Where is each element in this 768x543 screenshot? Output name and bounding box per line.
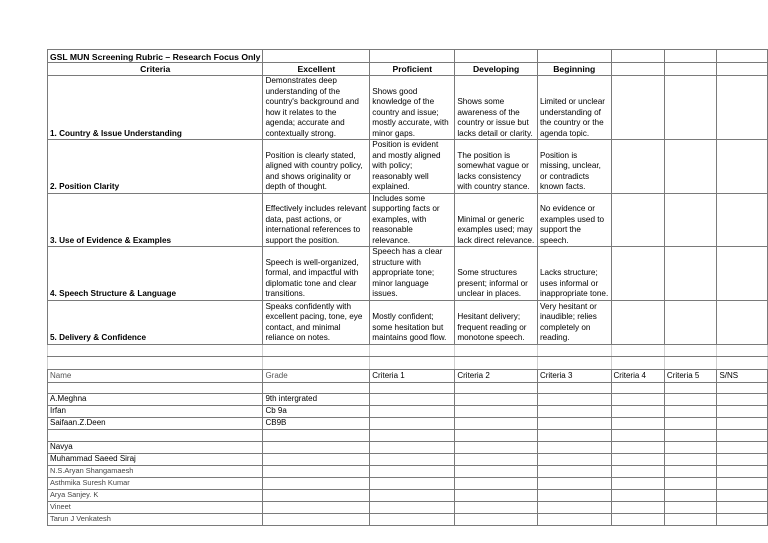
roster-header-row <box>48 369 768 382</box>
score-cell[interactable] <box>537 513 611 525</box>
student-name[interactable]: Muhammad Saeed Siraj <box>48 453 263 465</box>
empty-cell <box>717 76 768 140</box>
student-row <box>48 393 768 405</box>
score-cell[interactable] <box>664 393 717 405</box>
empty-cell <box>717 344 768 356</box>
criteria-label: 1. Country & Issue Understanding <box>48 76 263 140</box>
score-cell[interactable] <box>717 465 768 477</box>
empty-cell <box>537 344 611 356</box>
score-cell[interactable] <box>455 417 538 429</box>
excellent-descriptor: Position is clearly stated, aligned with country policy, and shows originality or depth of thought. <box>263 140 370 194</box>
header-beginning: Beginning <box>537 63 611 76</box>
score-cell[interactable] <box>611 513 664 525</box>
proficient-descriptor: Mostly confident; some hesitation but maintains good flow. <box>370 300 455 344</box>
criteria-label: 2. Position Clarity <box>48 140 263 194</box>
empty-cell <box>664 193 717 247</box>
score-cell[interactable] <box>717 477 768 489</box>
proficient-descriptor: Shows good knowledge of the country and issue; mostly accurate, with minor gaps. <box>370 76 455 140</box>
developing-descriptor: The position is somewhat vague or lacks consistency with country stance. <box>455 140 538 194</box>
empty-cell <box>611 193 664 247</box>
student-name[interactable] <box>48 429 263 441</box>
empty-cell <box>664 76 717 140</box>
score-cell[interactable] <box>370 489 455 501</box>
score-cell[interactable] <box>455 393 538 405</box>
empty-cell <box>537 356 611 369</box>
header-proficient: Proficient <box>370 63 455 76</box>
score-cell[interactable] <box>370 453 455 465</box>
empty-cell <box>717 356 768 369</box>
developing-descriptor: Some structures present; informal or unclear in places. <box>455 247 538 301</box>
score-cell[interactable] <box>455 441 538 453</box>
score-cell[interactable] <box>611 501 664 513</box>
excellent-descriptor: Speaks confidently with excellent pacing, tone, eye contact, and minimal reliance on notes. <box>263 300 370 344</box>
header-criteria-3: Criteria 3 <box>537 369 611 382</box>
score-cell[interactable] <box>455 501 538 513</box>
student-grade[interactable] <box>263 382 370 393</box>
student-grade[interactable] <box>263 429 370 441</box>
student-grade[interactable] <box>263 453 370 465</box>
developing-descriptor: Hesitant delivery; frequent reading or monotone speech. <box>455 300 538 344</box>
student-name[interactable]: Asthmika Suresh Kumar <box>48 477 263 489</box>
header-criteria: Criteria <box>48 63 263 76</box>
header-criteria-4: Criteria 4 <box>611 369 664 382</box>
empty-cell <box>717 300 768 344</box>
score-cell[interactable] <box>611 382 664 393</box>
student-row <box>48 465 768 477</box>
empty-cell <box>611 300 664 344</box>
criteria-label: 3. Use of Evidence & Examples <box>48 193 263 247</box>
score-cell[interactable] <box>455 465 538 477</box>
score-cell[interactable] <box>370 441 455 453</box>
student-grade[interactable] <box>263 489 370 501</box>
score-cell[interactable] <box>611 477 664 489</box>
proficient-descriptor: Speech has a clear structure with appropriate tone; minor language issues. <box>370 247 455 301</box>
score-cell[interactable] <box>664 453 717 465</box>
score-cell[interactable] <box>370 382 455 393</box>
score-cell[interactable] <box>455 382 538 393</box>
score-cell[interactable] <box>370 393 455 405</box>
criteria-label: 4. Speech Structure & Language <box>48 247 263 301</box>
score-cell[interactable] <box>611 405 664 417</box>
beginning-descriptor: Very hesitant or inaudible; relies completely on reading. <box>537 300 611 344</box>
score-cell[interactable] <box>537 393 611 405</box>
score-cell[interactable] <box>537 453 611 465</box>
empty-cell <box>455 344 538 356</box>
score-cell[interactable] <box>611 393 664 405</box>
score-cell[interactable] <box>455 405 538 417</box>
score-cell[interactable] <box>611 489 664 501</box>
score-cell[interactable] <box>664 429 717 441</box>
empty-cell <box>664 344 717 356</box>
score-cell[interactable] <box>664 477 717 489</box>
empty-cell <box>263 344 370 356</box>
score-cell[interactable] <box>664 417 717 429</box>
empty-cell <box>611 76 664 140</box>
empty-cell <box>455 356 538 369</box>
student-row <box>48 405 768 417</box>
student-grade[interactable] <box>263 465 370 477</box>
score-cell[interactable] <box>664 513 717 525</box>
score-cell[interactable] <box>370 429 455 441</box>
score-cell[interactable] <box>537 465 611 477</box>
score-cell[interactable] <box>664 465 717 477</box>
score-cell[interactable] <box>717 417 768 429</box>
empty-cell <box>48 356 263 369</box>
empty-cell <box>370 344 455 356</box>
score-cell[interactable] <box>370 513 455 525</box>
empty-cell <box>717 193 768 247</box>
student-row <box>48 453 768 465</box>
excellent-descriptor: Speech is well-organized, formal, and impactful with diplomatic tone and clear transitions. <box>263 247 370 301</box>
empty-cell <box>664 140 717 194</box>
student-name[interactable]: Tarun J Venkatesh <box>48 513 263 525</box>
student-grade[interactable] <box>263 477 370 489</box>
score-cell[interactable] <box>370 417 455 429</box>
empty-cell <box>611 344 664 356</box>
score-cell[interactable] <box>455 477 538 489</box>
rubric-header-row <box>48 63 768 76</box>
score-cell[interactable] <box>717 453 768 465</box>
score-cell[interactable] <box>717 393 768 405</box>
empty-cell <box>48 344 263 356</box>
sheet-title: GSL MUN Screening Rubric – Research Focus Only <box>48 50 263 63</box>
score-cell[interactable] <box>537 405 611 417</box>
score-cell[interactable] <box>537 382 611 393</box>
rubric-sheet <box>47 49 768 526</box>
excellent-descriptor: Demonstrates deep understanding of the country's background and how it relates to the agenda; accurate and contextually strong. <box>263 76 370 140</box>
spacer-row <box>48 356 768 369</box>
header-grade: Grade <box>263 369 370 382</box>
score-cell[interactable] <box>611 453 664 465</box>
empty-cell <box>611 356 664 369</box>
student-name[interactable]: Vineet <box>48 501 263 513</box>
score-cell[interactable] <box>537 489 611 501</box>
header-developing: Developing <box>455 63 538 76</box>
student-row <box>48 429 768 441</box>
score-cell[interactable] <box>664 489 717 501</box>
empty-cell <box>370 356 455 369</box>
header-criteria-1: Criteria 1 <box>370 369 455 382</box>
student-grade[interactable]: Cb 9a <box>263 405 370 417</box>
student-name[interactable]: Saifaan.Z.Deen <box>48 417 263 429</box>
score-cell[interactable] <box>370 477 455 489</box>
student-grade[interactable] <box>263 501 370 513</box>
score-cell[interactable] <box>664 405 717 417</box>
score-cell[interactable] <box>537 501 611 513</box>
rubric-row <box>48 193 768 247</box>
header-sns: S/NS <box>717 369 768 382</box>
score-cell[interactable] <box>537 429 611 441</box>
student-row <box>48 513 768 525</box>
score-cell[interactable] <box>717 429 768 441</box>
header-name: Name <box>48 369 263 382</box>
student-row <box>48 477 768 489</box>
empty-cell <box>664 356 717 369</box>
rubric-row <box>48 76 768 140</box>
score-cell[interactable] <box>537 477 611 489</box>
empty-cell <box>664 300 717 344</box>
empty-cell <box>263 356 370 369</box>
proficient-descriptor: Includes some supporting facts or examples, with reasonable relevance. <box>370 193 455 247</box>
excellent-descriptor: Effectively includes relevant data, past actions, or international references to support the position. <box>263 193 370 247</box>
student-grade[interactable] <box>263 441 370 453</box>
beginning-descriptor: Position is missing, unclear, or contradicts known facts. <box>537 140 611 194</box>
score-cell[interactable] <box>455 513 538 525</box>
score-cell[interactable] <box>611 417 664 429</box>
empty-cell <box>664 247 717 301</box>
score-cell[interactable] <box>455 429 538 441</box>
student-name[interactable]: A.Meghna <box>48 393 263 405</box>
criteria-label: 5. Delivery & Confidence <box>48 300 263 344</box>
beginning-descriptor: Lacks structure; uses informal or inappropriate tone. <box>537 247 611 301</box>
empty-cell <box>611 247 664 301</box>
score-cell[interactable] <box>537 417 611 429</box>
header-criteria-2: Criteria 2 <box>455 369 538 382</box>
score-cell[interactable] <box>717 501 768 513</box>
student-name[interactable]: Navya <box>48 441 263 453</box>
beginning-descriptor: Limited or unclear understanding of the country or the agenda topic. <box>537 76 611 140</box>
score-cell[interactable] <box>611 465 664 477</box>
score-cell[interactable] <box>455 489 538 501</box>
empty-cell <box>717 247 768 301</box>
score-cell[interactable] <box>611 429 664 441</box>
student-grade[interactable] <box>263 513 370 525</box>
empty-cell <box>611 140 664 194</box>
student-name[interactable]: Arya Sanjey. K <box>48 489 263 501</box>
proficient-descriptor: Position is evident and mostly aligned with policy; reasonably well explained. <box>370 140 455 194</box>
student-row <box>48 382 768 393</box>
student-name[interactable]: N.S.Aryan Shangamaesh <box>48 465 263 477</box>
student-row <box>48 441 768 453</box>
beginning-descriptor: No evidence or examples used to support the speech. <box>537 193 611 247</box>
score-cell[interactable] <box>664 501 717 513</box>
score-cell[interactable] <box>664 382 717 393</box>
score-cell[interactable] <box>370 465 455 477</box>
developing-descriptor: Shows some awareness of the country or issue but lacks detail or clarity. <box>455 76 538 140</box>
rubric-row <box>48 247 768 301</box>
score-cell[interactable] <box>717 489 768 501</box>
developing-descriptor: Minimal or generic examples used; may lack direct relevance. <box>455 193 538 247</box>
student-name[interactable]: Irfan <box>48 405 263 417</box>
student-name[interactable] <box>48 382 263 393</box>
student-grade[interactable]: 9th intergrated <box>263 393 370 405</box>
rubric-row <box>48 300 768 344</box>
score-cell[interactable] <box>370 405 455 417</box>
student-row <box>48 501 768 513</box>
header-criteria-5: Criteria 5 <box>664 369 717 382</box>
header-excellent: Excellent <box>263 63 370 76</box>
student-row <box>48 489 768 501</box>
score-cell[interactable] <box>370 501 455 513</box>
empty-cell <box>717 140 768 194</box>
score-cell[interactable] <box>455 453 538 465</box>
score-cell[interactable] <box>611 441 664 453</box>
score-cell[interactable] <box>717 405 768 417</box>
score-cell[interactable] <box>717 382 768 393</box>
score-cell[interactable] <box>537 441 611 453</box>
student-grade[interactable]: CB9B <box>263 417 370 429</box>
spacer-row <box>48 344 768 356</box>
student-row <box>48 417 768 429</box>
score-cell[interactable] <box>717 513 768 525</box>
score-cell[interactable] <box>717 441 768 453</box>
score-cell[interactable] <box>664 441 717 453</box>
rubric-row <box>48 140 768 194</box>
